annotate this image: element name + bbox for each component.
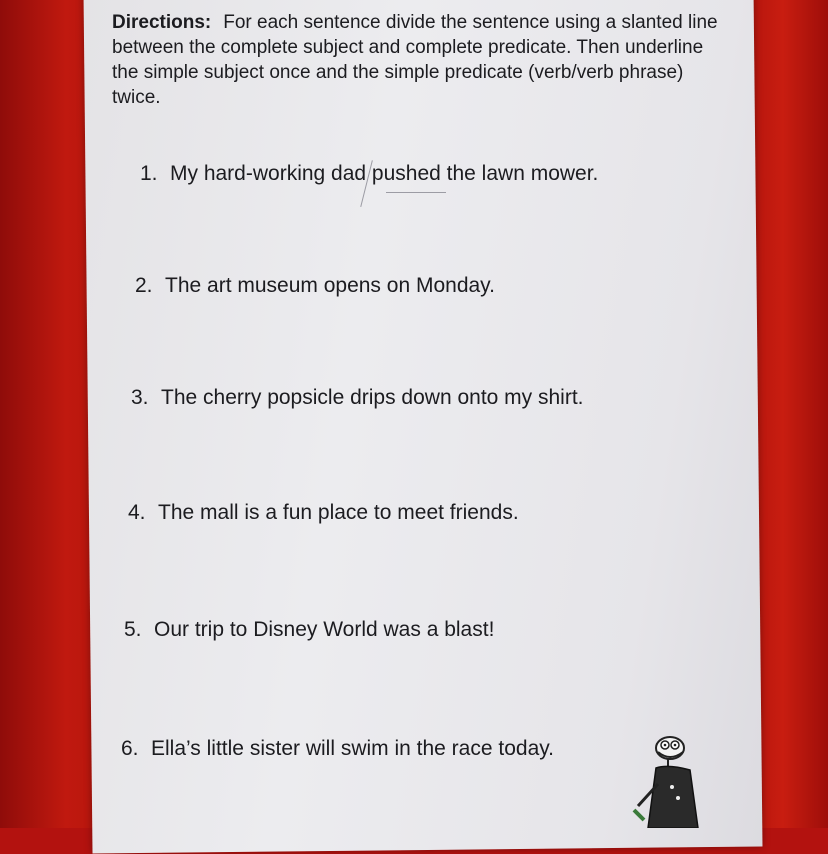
- sentence-item: [135, 274, 495, 298]
- man-pushing-lawn-mower-icon: [628, 732, 718, 828]
- sentence-text: My hard-working dad pushed the lawn mower.: [170, 162, 599, 185]
- sentence-text: The art museum opens on Monday.: [165, 274, 495, 297]
- sentence-text: The cherry popsicle drips down onto my shirt.: [161, 386, 584, 409]
- sentence-number: 3.: [131, 386, 149, 409]
- directions-label: Directions:: [112, 12, 212, 33]
- sentence-number: 5.: [124, 618, 142, 641]
- sentence-number: 6.: [121, 737, 139, 760]
- sentence-number: 2.: [135, 274, 153, 297]
- sentence-item: [121, 737, 554, 761]
- directions-paragraph: [112, 10, 732, 110]
- directions-text: For each sentence divide the sentence using a slanted line between the complete subject and complete predicate. Then underline the simple subject once and the simple predicate (verb/verb phrase) twice.: [112, 12, 718, 108]
- sentence-number: 4.: [128, 501, 146, 524]
- sentence-text: Ella’s little sister will swim in the race today.: [151, 737, 555, 760]
- worksheet-paper: [84, 0, 763, 853]
- sentence-text: The mall is a fun place to meet friends.: [158, 501, 519, 524]
- sentence-number: 1.: [140, 162, 158, 185]
- sentence-item: [131, 386, 584, 410]
- pencil-underline-mark: [386, 189, 446, 193]
- sentence-item: [128, 501, 519, 525]
- sentence-item: [124, 618, 494, 642]
- sentence-text: Our trip to Disney World was a blast!: [154, 618, 495, 641]
